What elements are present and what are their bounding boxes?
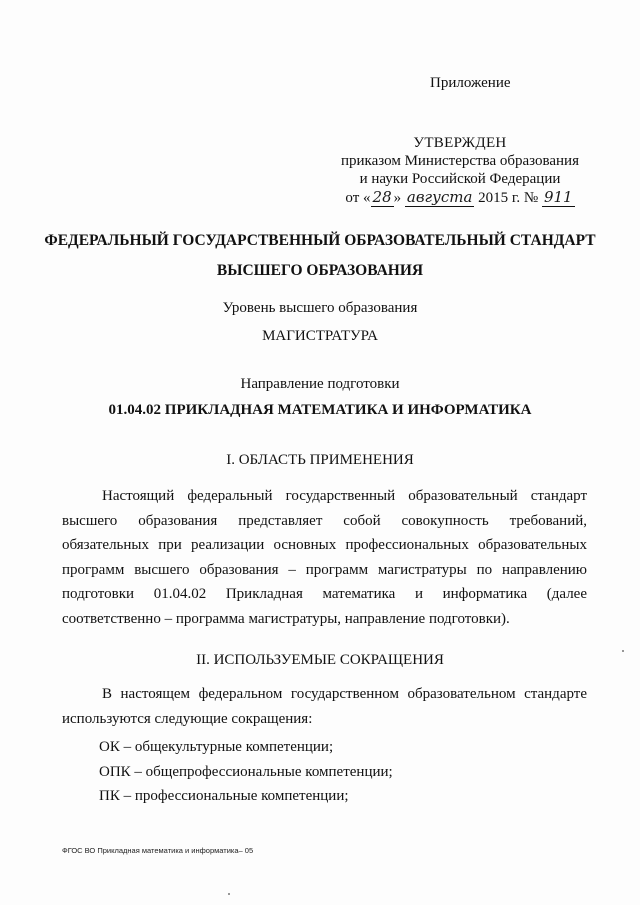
page-footer: ФГОС ВО Прикладная математика и информатика– 05 (62, 846, 254, 855)
direction-value: 01.04.02 ПРИКЛАДНАЯ МАТЕМАТИКА И ИНФОРМАТИКА (108, 402, 532, 418)
scan-speck (228, 893, 230, 895)
standard-title-line-2: ВЫСШЕГО ОБРАЗОВАНИЯ (216, 262, 424, 279)
direction-label: Направление подготовки (240, 376, 400, 392)
section-2-intro-text: В настоящем федеральном государственном образовательном стандарте используются следующие сокращения: (62, 686, 587, 727)
approval-date-line (340, 188, 580, 207)
section-1-paragraph (62, 484, 587, 631)
handwritten-month: августа (406, 188, 473, 206)
date-mid: » (393, 190, 405, 206)
approval-line-1: приказом Министерства образования (341, 153, 579, 169)
handwritten-day: 28 (372, 188, 392, 206)
education-level-value: МАГИСТРАТУРА (262, 328, 378, 344)
appendix-label: Приложение (430, 75, 511, 91)
approval-block (340, 134, 580, 207)
section-1-title: I. ОБЛАСТЬ ПРИМЕНЕНИЯ (226, 452, 414, 468)
abbreviation-item: ПК – профессиональные компетенции; (99, 788, 349, 804)
approval-line-2: и науки Российской Федерации (359, 171, 561, 187)
section-1-text: Настоящий федеральный государственный образовательный стандарт высшего образования представляет собой совокупность требований, обязательных при реализации основных профессиональных образовательных программ высшего образования – программ магистратуры по направлению подготовки 01.04.02 Прикладная математика и информатика (далее соответственно – программа магистратуры, направление подготовки). (62, 488, 587, 627)
approval-heading: УТВЕРЖДЕН (413, 135, 507, 151)
abbreviation-item: ОПК – общепрофессиональные компетенции; (99, 764, 393, 780)
standard-title-line-1: ФЕДЕРАЛЬНЫЙ ГОСУДАРСТВЕННЫЙ ОБРАЗОВАТЕЛЬНЫЙ СТАНДАРТ (44, 232, 596, 249)
standard-title (40, 226, 600, 286)
section-2-intro-paragraph (62, 682, 587, 731)
scan-speck (622, 650, 624, 652)
year-text: 2015 г. № (474, 190, 542, 206)
handwritten-order-number: 911 (543, 188, 573, 206)
education-level-label: Уровень высшего образования (222, 300, 418, 316)
abbreviation-item: ОК – общекультурные компетенции; (99, 739, 334, 755)
date-prefix: от « (345, 190, 371, 206)
section-2-title: II. ИСПОЛЬЗУЕМЫЕ СОКРАЩЕНИЯ (196, 652, 444, 668)
